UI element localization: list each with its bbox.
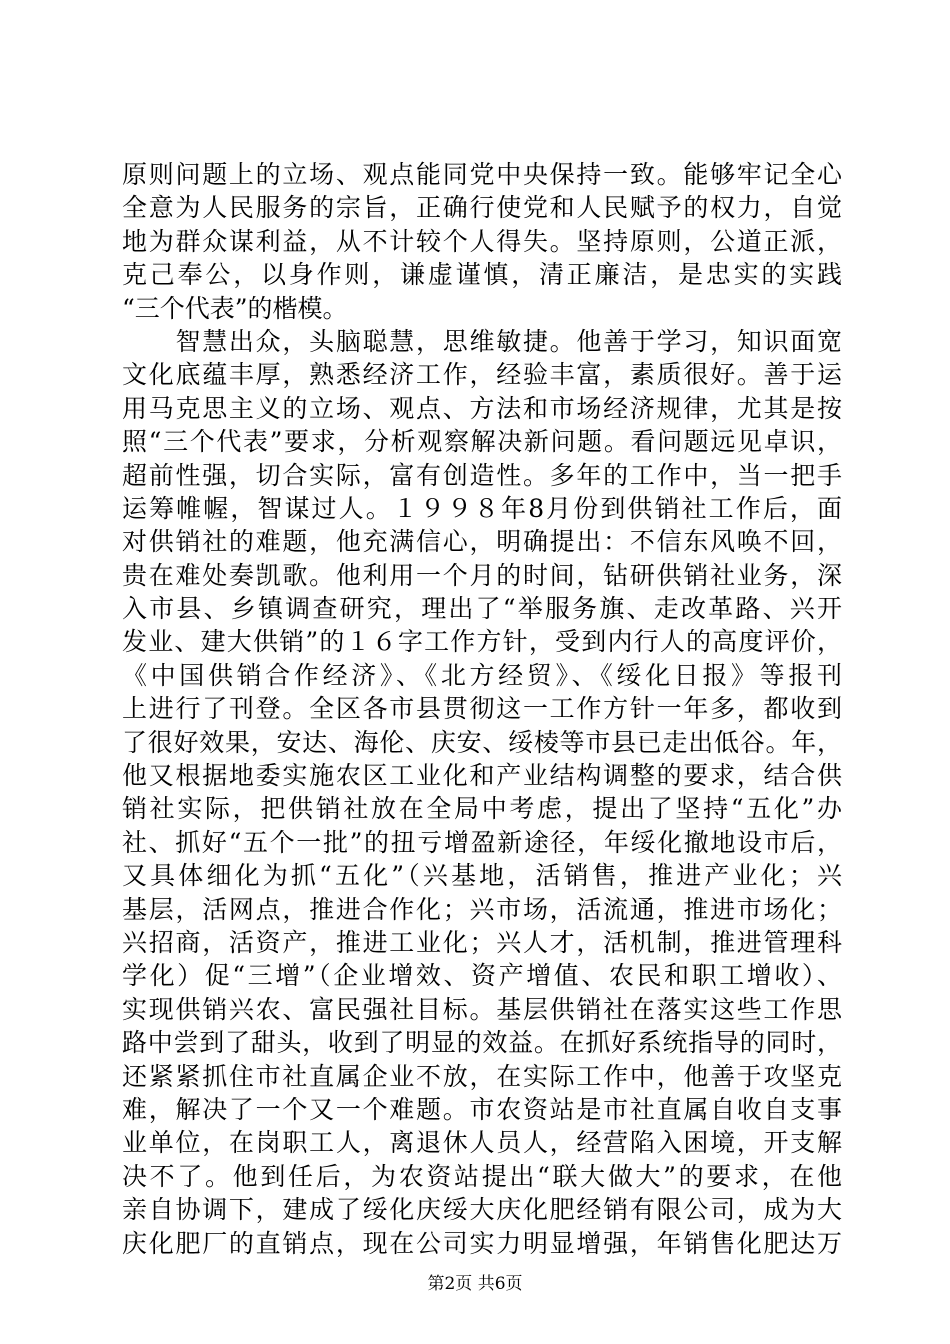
text-line: 发业、建大供销”的１６字工作方针，受到内行人的高度评价，: [122, 627, 842, 657]
text-line: 超前性强，切合实际，富有创造性。多年的工作中，当一把手: [122, 460, 842, 490]
text-line: 文化底蕴丰厚，熟悉经济工作，经验丰富，素质很好。善于运: [122, 360, 842, 390]
text-line: 《中国供销合作经济》、《北方经贸》、《绥化日报》等报刊: [122, 660, 842, 690]
text-line: 贵在难处奏凯歌。他利用一个月的时间，钻研供销社业务，深: [122, 560, 842, 590]
page-footer: 第2页 共6页: [427, 1274, 523, 1294]
text-line: 销社实际，把供销社放在全局中考虑，提出了坚持“五化”办: [122, 794, 842, 824]
text-line: 地为群众谋利益，从不计较个人得失。坚持原则，公道正派，: [122, 226, 842, 256]
text-line: 运筹帷幄，智谋过人。１９９８年8月份到供销社工作后，面: [122, 493, 842, 523]
text-line: 入市县、乡镇调查研究，理出了“举服务旗、走改革路、兴开: [122, 594, 842, 624]
text-line: 业单位，在岗职工人，离退休人员人，经营陷入困境，开支解: [122, 1128, 842, 1158]
text-line: 兴招商，活资产，推进工业化；兴人才，活机制，推进管理科: [122, 927, 842, 957]
text-line: 社、抓好“五个一批”的扭亏增盈新途径，年绥化撤地设市后，: [122, 827, 842, 857]
text-line: 又具体细化为抓“五化”（兴基地，活销售，推进产业化；兴: [122, 861, 842, 891]
text-line: 智慧出众，头脑聪慧，思维敏捷。他善于学习，知识面宽: [122, 326, 842, 356]
text-line: 上进行了刊登。全区各市县贯彻这一工作方针一年多，都收到: [122, 694, 842, 724]
text-line: 他又根据地委实施农区工业化和产业结构调整的要求，结合供: [122, 761, 842, 791]
text-line: 全意为人民服务的宗旨，正确行使党和人民赋予的权力，自觉: [122, 193, 842, 223]
text-line: “三个代表”的楷模。: [122, 293, 348, 323]
body-text: [122, 158, 842, 1260]
text-line: 难，解决了一个又一个难题。市农资站是市社直属自收自支事: [122, 1094, 842, 1124]
text-line: 照“三个代表”要求，分析观察解决新问题。看问题远见卓识，: [122, 427, 842, 457]
text-line: 决不了。他到任后，为农资站提出“联大做大”的要求，在他: [122, 1161, 842, 1191]
text-line: 庆化肥厂的直销点，现在公司实力明显增强，年销售化肥达万: [122, 1228, 842, 1258]
text-line: 还紧紧抓住市社直属企业不放，在实际工作中，他善于攻坚克: [122, 1061, 842, 1091]
text-line: 亲自协调下，建成了绥化庆绥大庆化肥经销有限公司，成为大: [122, 1195, 842, 1225]
text-line: 基层，活网点，推进合作化；兴市场，活流通，推进市场化；: [122, 894, 842, 924]
text-line: 路中尝到了甜头，收到了明显的效益。在抓好系统指导的同时，: [122, 1028, 842, 1058]
text-line: 原则问题上的立场、观点能同党中央保持一致。能够牢记全心: [122, 160, 842, 189]
text-line: 对供销社的难题，他充满信心，明确提出：不信东风唤不回，: [122, 527, 842, 557]
text-line: 学化）促“三增”（企业增效、资产增值、农民和职工增收）、: [122, 961, 842, 991]
text-line: 用马克思主义的立场、观点、方法和市场经济规律，尤其是按: [122, 393, 842, 423]
text-line: 了很好效果，安达、海伦、庆安、绥棱等市县已走出低谷。年，: [122, 727, 842, 757]
text-line: 实现供销兴农、富民强社目标。基层供销社在落实这些工作思: [122, 994, 842, 1024]
text-line: 克己奉公，以身作则，谦虚谨慎，清正廉洁，是忠实的实践: [122, 260, 842, 290]
